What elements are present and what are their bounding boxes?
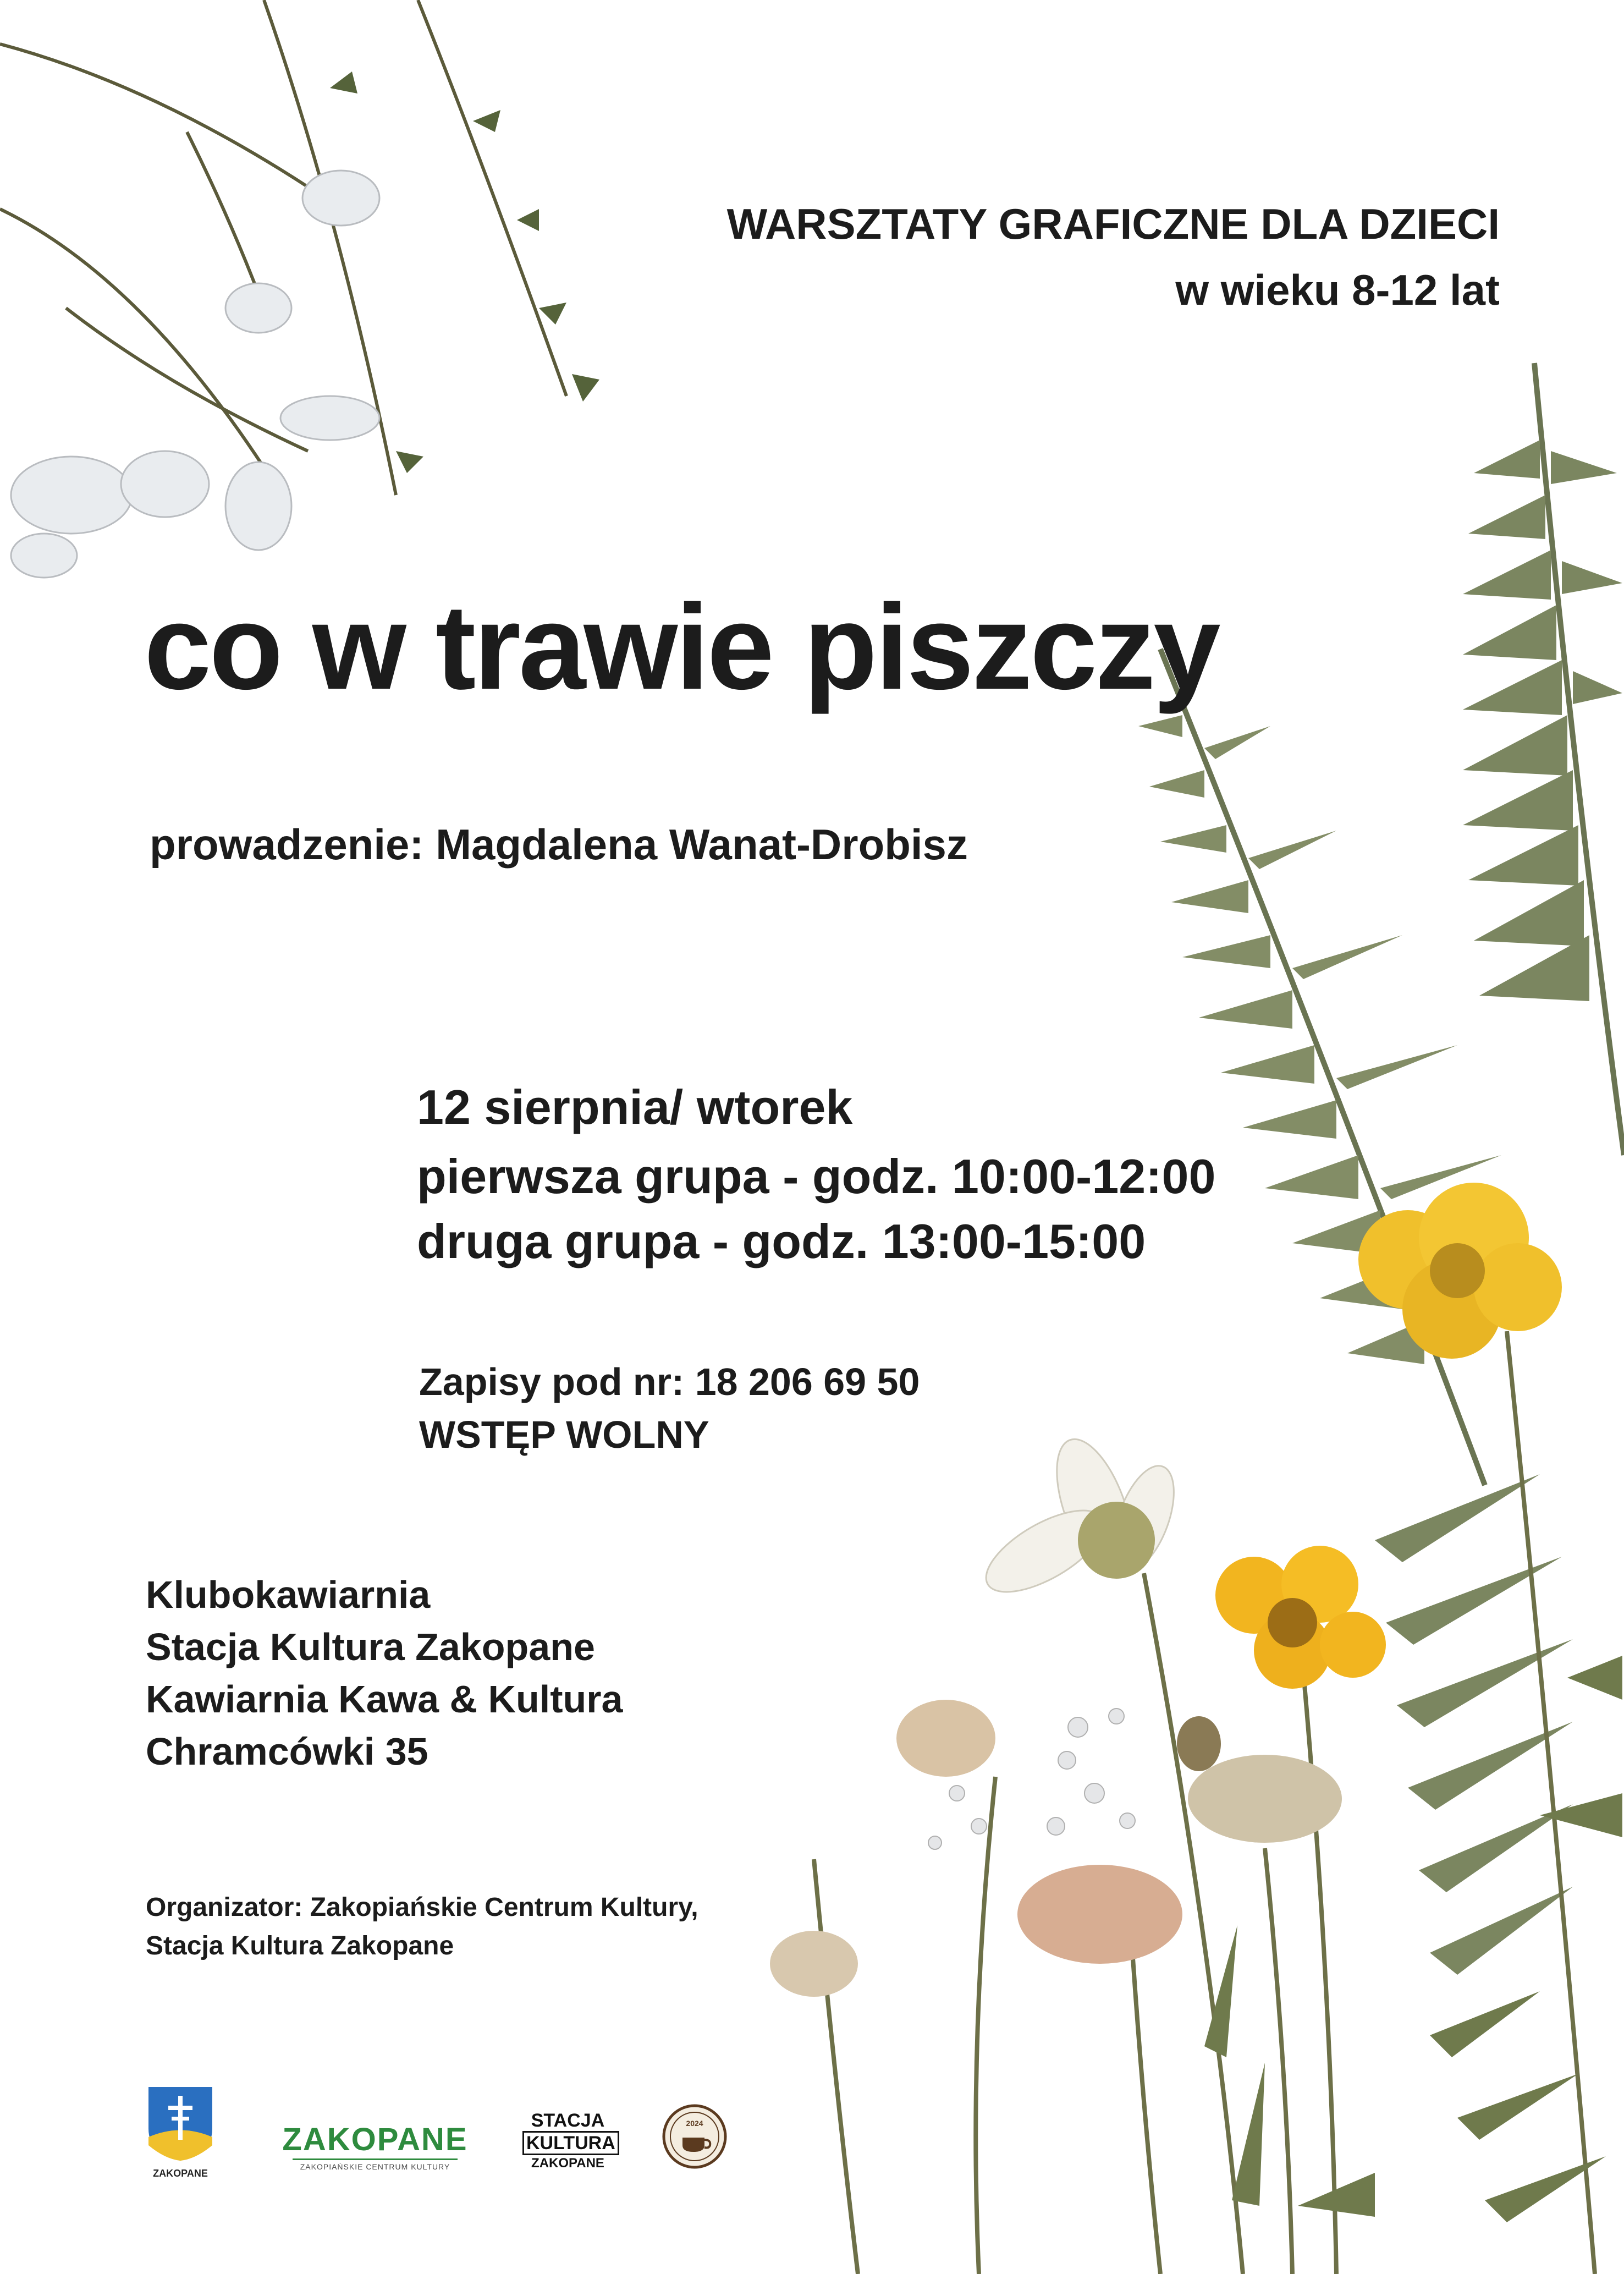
venue-line: Chramcówki 35 — [146, 1730, 428, 1773]
zck-logo-subtitle: ZAKOPIAŃSKIE CENTRUM KULTURY — [300, 2162, 450, 2171]
coat-of-arms-logo — [146, 2085, 214, 2184]
fern-center — [1138, 649, 1545, 1485]
host-line: prowadzenie: Magdalena Wanat-Drobisz — [150, 820, 968, 869]
venue-line: Klubokawiarnia — [146, 1573, 431, 1616]
event-title: co w trawie piszczy — [144, 579, 1219, 715]
cafe-cup-icon — [662, 2103, 728, 2169]
cafe-logo — [662, 2103, 728, 2169]
schedule-group1: pierwsza grupa - godz. 10:00-12:00 — [417, 1149, 1216, 1204]
yellow-flower-large — [1358, 1183, 1562, 1359]
coat-of-arms-caption: ZAKOPANE — [153, 2168, 208, 2179]
organizer-line1: Organizator: Zakopiańskie Centrum Kultury, — [146, 1893, 698, 1922]
cafe-logo-year: 2024 — [686, 2119, 703, 2128]
signup-entry: WSTĘP WOLNY — [419, 1413, 709, 1456]
bottom-foliage — [1204, 1656, 1622, 2222]
venue-line: Kawiarnia Kawa & Kultura — [146, 1678, 623, 1721]
white-daisy — [974, 1430, 1186, 1608]
venue-line: Stacja Kultura Zakopane — [146, 1625, 595, 1668]
zck-logo-divider — [293, 2158, 458, 2160]
yellow-flower-small — [1215, 1546, 1386, 1689]
zck-logo-name: ZAKOPANE — [282, 2122, 468, 2157]
dried-pompoms — [770, 1700, 1342, 1997]
zck-logo — [282, 2123, 469, 2173]
fern-lower — [1375, 1474, 1573, 1975]
organizer-line2: Stacja Kultura Zakopane — [146, 1931, 454, 1960]
stacja-logo-line1: STACJA — [531, 2110, 605, 2131]
stacja-kultura-logo — [522, 2110, 613, 2182]
stacja-logo-line3: ZAKOPANE — [531, 2156, 604, 2171]
signup-phone: Zapisy pod nr: 18 206 69 50 — [419, 1360, 920, 1403]
schedule-date: 12 sierpnia/ wtorek — [417, 1080, 853, 1134]
coat-of-arms-icon — [146, 2085, 214, 2162]
venue-block — [146, 1569, 623, 1778]
schedule-group2: druga grupa - godz. 13:00-15:00 — [417, 1214, 1146, 1268]
header-line1: WARSZTATY GRAFICZNE DLA DZIECI — [726, 200, 1500, 248]
fern-right — [1463, 363, 1624, 1155]
header-line2: w wieku 8-12 lat — [1175, 266, 1500, 314]
stacja-logo-line2: KULTURA — [522, 2131, 619, 2155]
